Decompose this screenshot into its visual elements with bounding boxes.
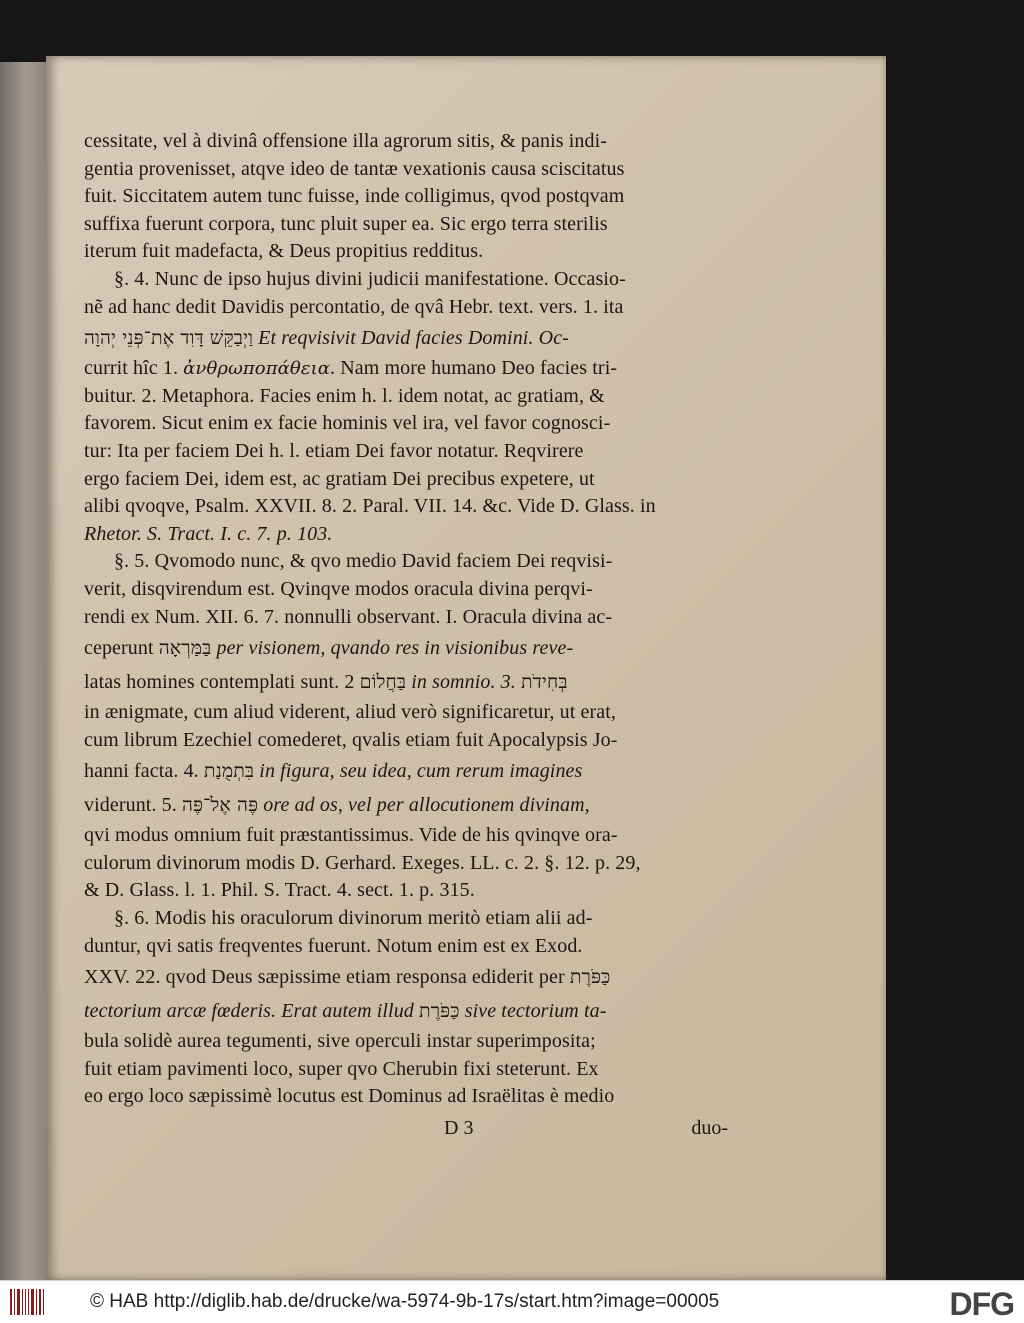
hebrew-term: פֶּה אֶל־פֶּה xyxy=(181,794,259,817)
hebrew-term: בַּמַּרְאָה xyxy=(158,637,212,660)
paragraph-5-line xyxy=(84,754,764,788)
hab-barcode-icon xyxy=(10,1289,44,1315)
hebrew-term: כַּפֹּרֶת xyxy=(419,1000,460,1023)
paragraph-5-line: culorum divinorum modis D. Gerhard. Exeges. LL. c. 2. §. 12. p. 29, xyxy=(84,851,641,874)
text-fragment: ceperunt xyxy=(84,637,154,660)
text-fragment: . Nam more humano Deo facies tri- xyxy=(330,357,618,380)
paragraph-5-line xyxy=(84,631,764,665)
paragraph-4-line xyxy=(84,355,764,383)
copyright-link[interactable]: © HAB http://diglib.hab.de/drucke/wa-5974-9b-17s/start.htm?image=00005 xyxy=(90,1291,720,1312)
greek-term: ἀνθρωποπάθεια xyxy=(183,358,331,380)
paragraph-6-line: §. 6. Modis his oraculorum divinorum meritò etiam alii ad- xyxy=(114,907,593,930)
paragraph-6-line xyxy=(84,960,764,994)
dfg-logo: DFG xyxy=(949,1286,1014,1322)
text-line: suffixa fuerunt corpora, tunc pluit super ea. Sic ergo terra sterilis xyxy=(84,212,608,235)
paragraph-6-line: eo ergo loco sæpissimè locutus est Dominus ad Israëlitas è medio xyxy=(84,1085,615,1108)
text-fragment: per visionem, qvando res in visionibus reve- xyxy=(216,637,574,660)
paragraph-4-line: Rhetor. S. Tract. I. c. 7. p. 103. xyxy=(84,522,333,545)
text-line: cessitate, vel à divinâ offensione illa agrorum sitis, & panis indi- xyxy=(84,130,607,152)
paragraph-4-line xyxy=(84,321,764,355)
paragraph-5-line: rendi ex Num. XII. 6. 7. nonnulli observant. I. Oracula divina ac- xyxy=(84,605,613,628)
paragraph-6-line: fuit etiam pavimenti loco, super qvo Cherubin fixi steterunt. Ex xyxy=(84,1057,599,1080)
text-fragment: latas homines contemplati sunt. 2 xyxy=(84,671,355,694)
paragraph-6-line: duntur, qvi satis freqventes fuerunt. Notum enim est ex Exod. xyxy=(84,934,583,957)
text-fragment: ore ad os, vel per allocutionem divinam, xyxy=(263,794,590,817)
paragraph-4-line: buitur. 2. Metaphora. Facies enim h. l. idem notat, ac gratiam, & xyxy=(84,384,605,407)
viewer-footer xyxy=(0,1280,1024,1323)
paragraph-5-line: cum librum Ezechiel comederet, qvalis etiam fuit Apocalypsis Jo- xyxy=(84,728,618,751)
hebrew-term: בִּתְמֻנַת xyxy=(203,760,255,783)
text-fragment: in somnio. 3. xyxy=(411,671,516,694)
hebrew-term: בַּחֲלוֹם xyxy=(359,671,407,694)
paragraph-4-line: nẽ ad hanc dedit Davidis percontatio, de qvâ Hebr. text. vers. 1. ita xyxy=(84,295,624,318)
text-fragment: XXV. 22. qvod Deus sæpissime etiam responsa ediderit per xyxy=(84,966,565,989)
text-fragment: tectorium arcæ fœderis. Erat autem illud xyxy=(84,1000,414,1023)
paragraph-4-line: ergo faciem Dei, idem est, ac gratiam Dei precibus expetere, ut xyxy=(84,467,595,490)
paragraph-4-line: §. 4. Nunc de ipso hujus divini judicii manifestatione. Occasio- xyxy=(114,267,626,290)
paragraph-5-line: in ænigmate, cum aliud viderent, aliud verò significaretur, ut erat, xyxy=(84,701,616,724)
text-line: iterum fuit madefacta, & Deus propitius redditus. xyxy=(84,240,484,263)
previous-page-edge xyxy=(0,62,46,1280)
latin-translation: Et reqvisivit David facies Domini. Oc- xyxy=(258,327,569,350)
signature-mark: D 3 xyxy=(444,1117,474,1140)
paragraph-4-line: alibi qvoqve, Psalm. XXVII. 8. 2. Paral. VII. 14. &c. Vide D. Glass. in xyxy=(84,495,656,518)
hebrew-term: בְּחִידֹת xyxy=(520,671,568,694)
catchword: duo- xyxy=(691,1117,728,1140)
text-line: gentia provenisset, atqve ideo de tantæ vexationis causa sciscitatus xyxy=(84,157,625,180)
page-text-block xyxy=(84,128,764,1140)
paragraph-5-line: verit, disqvirendum est. Qvinqve modos oracula divina perqvi- xyxy=(84,577,593,600)
text-fragment: in figura, seu idea, cum rerum imagines xyxy=(259,760,583,783)
hebrew-quote: וַיְבַקֵּשׁ דָּוִד אֶת־פְּנֵי יְהוָה xyxy=(84,327,254,350)
text-fragment: viderunt. 5. xyxy=(84,794,177,817)
paragraph-4-line: favorem. Sicut enim ex facie hominis vel ira, vel favor cognosci- xyxy=(84,412,611,435)
paragraph-5-line xyxy=(84,665,764,699)
paragraph-6-line: bula solidè aurea tegumenti, sive operculi instar superimposita; xyxy=(84,1030,596,1053)
paragraph-4-line: tur: Ita per faciem Dei h. l. etiam Dei favor notatur. Reqvirere xyxy=(84,439,584,462)
paragraph-5-line: §. 5. Qvomodo nunc, & qvo medio David faciem Dei reqvisi- xyxy=(114,550,613,573)
text-fragment: currit hîc 1. xyxy=(84,357,179,380)
book-page xyxy=(46,56,886,1280)
paragraph-5-line xyxy=(84,788,764,822)
paragraph-6-line xyxy=(84,994,764,1028)
paragraph-5-line: & D. Glass. l. 1. Phil. S. Tract. 4. sect. 1. p. 315. xyxy=(84,879,475,902)
text-line: fuit. Siccitatem autem tunc fuisse, inde colligimus, qvod postqvam xyxy=(84,185,625,208)
text-fragment: sive tectorium ta- xyxy=(464,1000,607,1023)
text-fragment: hanni facta. 4. xyxy=(84,760,199,783)
page-footer-line xyxy=(84,1117,764,1140)
paragraph-5-line: qvi modus omnium fuit præstantissimus. Vide de his qvinqve ora- xyxy=(84,824,618,847)
hebrew-term: כַּפֹּרֶת xyxy=(569,966,611,989)
